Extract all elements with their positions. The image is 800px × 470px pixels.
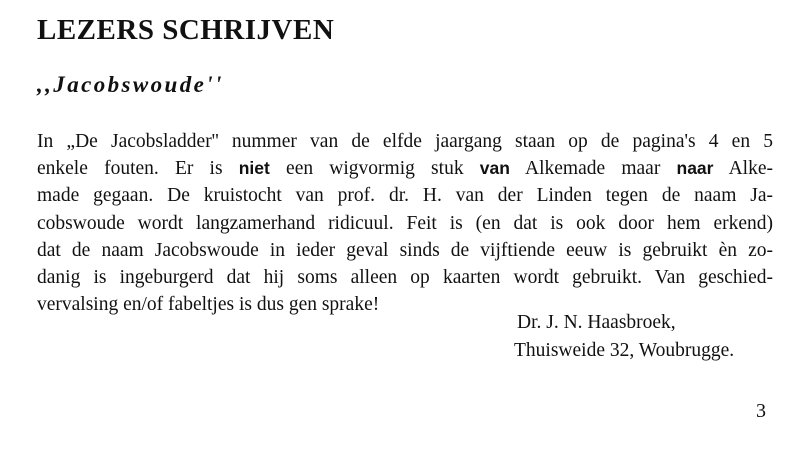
body-line-3: made gegaan. De kruistocht van prof. dr. H. van der Linden tegen de naam Ja- (37, 185, 773, 207)
body-line-6: danig is ingeburgerd dat hij soms alleen op kaarten wordt gebruikt. Van geschied- (37, 267, 773, 289)
body-line-5: dat de naam Jacobswoude in ieder geval sinds de vijftiende eeuw is gebruikt èn zo- (37, 239, 773, 261)
signature-address: Thuisweide 32, Woubrugge. (514, 339, 735, 361)
body-line-7: vervalsing en/of fabeltjes is dus gen sprake! (37, 294, 380, 316)
body-text-segment: enkele fouten. Er is (37, 158, 239, 180)
body-line-4: cobswoude wordt langzamerhand ridicuul. Feit is (en dat is ook door hem erkend) (37, 212, 773, 234)
page-number: 3 (756, 400, 766, 422)
body-text-segment: Alkemade maar (509, 158, 677, 180)
emphasis-niet: niet (238, 158, 270, 179)
article-title: ,,Jacobswoude'' (37, 72, 224, 97)
signature-block (514, 309, 734, 364)
letter-body (37, 128, 773, 318)
signature-name: Dr. J. N. Haasbroek, (517, 312, 676, 333)
body-text-segment: Alke- (713, 158, 773, 180)
emphasis-naar: naar (676, 158, 714, 179)
section-title: LEZERS SCHRIJVEN (37, 14, 335, 46)
body-line-1: In „De Jacobsladder'' nummer van de elfde jaargang staan op de pagina's 4 en 5 (37, 131, 773, 152)
emphasis-van: van (479, 158, 510, 179)
body-text-segment: een wigvormig stuk (269, 158, 480, 180)
body-line-2 (37, 155, 773, 182)
